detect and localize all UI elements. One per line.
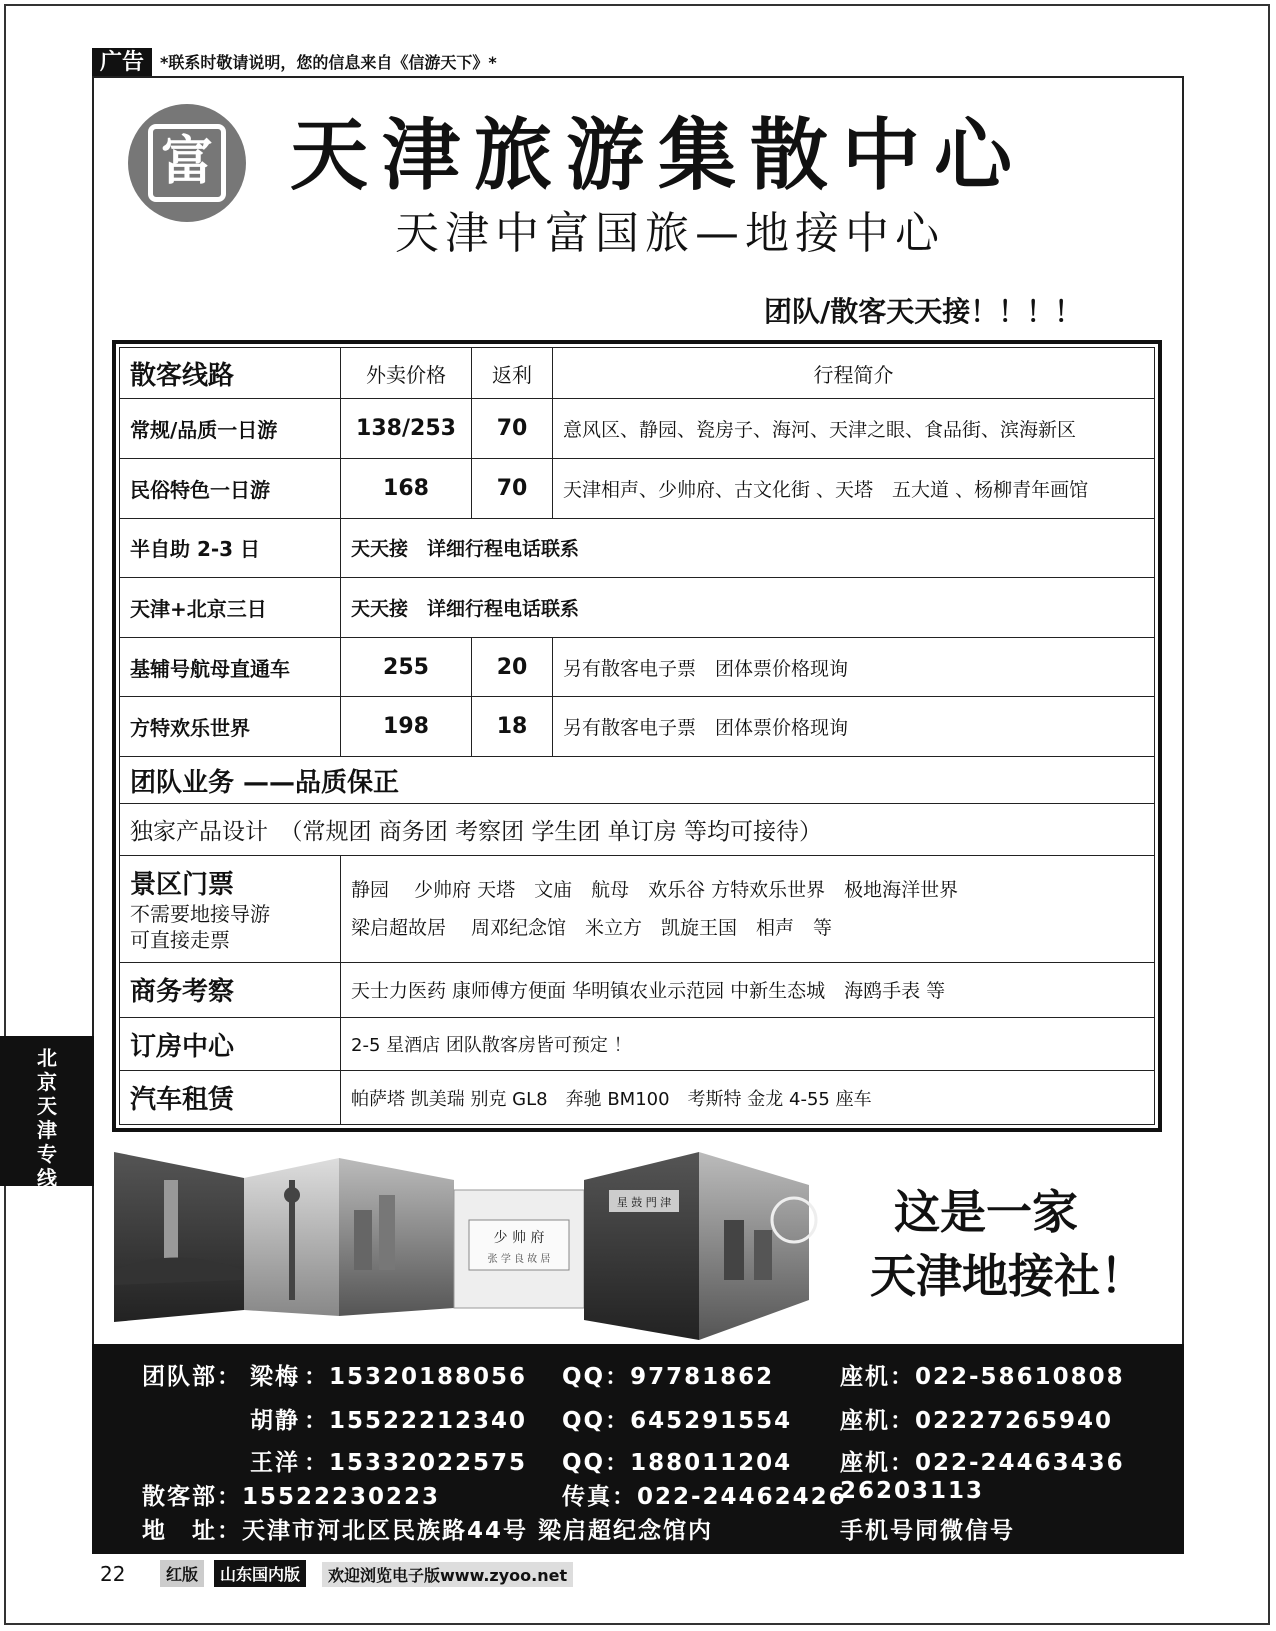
side-tab-char: 北	[37, 1046, 57, 1070]
row-name: 方特欢乐世界	[120, 697, 341, 757]
group-desc: 独家产品设计 （常规团 商务团 考察团 学生团 单订房 等均可接待）	[120, 804, 1155, 855]
tagline-line2: 天津地接社！	[870, 1249, 1146, 1303]
side-tab-char: 专	[37, 1142, 57, 1166]
logo-char: 富	[148, 124, 226, 202]
side-tab	[0, 1036, 94, 1190]
contact-name: 梁梅	[250, 1364, 300, 1390]
row-rebate: 20	[472, 637, 553, 697]
row-price: 168	[341, 458, 472, 518]
business-name: 商务考察	[120, 962, 341, 1018]
row-rebate: 70	[472, 399, 553, 459]
mansion-subsign: 张 学 良 故 居	[487, 1254, 551, 1265]
table-row	[120, 637, 1155, 697]
header-desc: 行程简介	[553, 348, 1155, 399]
mansion-sign: 少 帅 府	[493, 1230, 545, 1246]
tickets-sub2: 可直接走票	[130, 928, 230, 953]
car-name: 汽车租赁	[120, 1071, 341, 1125]
fax: 传真：022-24462426	[562, 1484, 847, 1510]
sub-title: 天津中富国旅—地接中心	[395, 208, 945, 259]
extra-tel: 26203113	[840, 1478, 985, 1504]
contact-name: 王洋	[250, 1450, 300, 1476]
edition-badge: 红版	[160, 1560, 204, 1587]
hotel-name: 订房中心	[120, 1018, 341, 1071]
page-number: 22	[100, 1562, 126, 1586]
ad-tag: 广告	[92, 48, 152, 78]
side-tab-char: 线	[37, 1166, 57, 1190]
row-desc: 另有散客电子票 团体票价格现询	[553, 697, 1155, 757]
row-rebate: 18	[472, 697, 553, 757]
contact-qq: QQ：188011204	[562, 1450, 793, 1476]
contact-tel: 座机：022-24463436	[840, 1450, 1125, 1476]
tickets-cell	[120, 855, 341, 962]
side-tab-char: 津	[37, 1118, 57, 1142]
group-title: 团队业务 ——品质保正	[120, 757, 1155, 804]
row-price: 198	[341, 697, 472, 757]
car-desc: 帕萨塔 凯美瑞 别克 GL8 奔驰 BM100 考斯特 金龙 4-55 座车	[341, 1071, 1155, 1125]
table-row	[120, 697, 1155, 757]
row-desc: 另有散客电子票 团体票价格现询	[553, 637, 1155, 697]
ad-note: *联系时敬请说明，您的信息来自《信游天下》*	[160, 53, 497, 72]
row-desc: 天天接 详细行程电话联系	[341, 578, 1155, 638]
row-name: 常规/品质一日游	[120, 399, 341, 459]
tickets-desc	[341, 855, 1155, 962]
row-desc: 天天接 详细行程电话联系	[341, 518, 1155, 578]
row-name: 半自助 2-3 日	[120, 518, 341, 578]
tickets-name: 景区门票	[130, 870, 235, 901]
table-row	[120, 399, 1155, 459]
tickets-line1: 静园 少帅府 天塔 文庙 航母 欢乐谷 方特欢乐世界 极地海洋世界	[351, 878, 959, 901]
contact-tel: 座机：02227265940	[840, 1408, 1114, 1434]
row-desc: 天津相声、少帅府、古文化街 、天塔 五大道 、杨柳青年画馆	[553, 458, 1155, 518]
team-label: 团队部：	[142, 1364, 242, 1390]
business-desc: 天士力医药 康师傅方便面 华明镇农业示范园 中新生态城 海鸥手表 等	[341, 962, 1155, 1018]
side-tab-char: 京	[37, 1070, 57, 1094]
tickets-line2: 梁启超故居 周邓纪念馆 米立方 凯旋王国 相声 等	[351, 916, 833, 939]
contact-qq: QQ：97781862	[562, 1364, 775, 1390]
row-price: 255	[341, 637, 472, 697]
contact-mobile: ：15332022575	[304, 1450, 528, 1476]
header-price: 外卖价格	[341, 348, 472, 399]
row-desc: 意风区、静园、瓷房子、海河、天津之眼、食品街、滨海新区	[553, 399, 1155, 459]
contact-name: 胡静	[250, 1408, 300, 1434]
photo-gate	[584, 1152, 699, 1340]
header-route: 散客线路	[120, 348, 341, 399]
gate-sign: 星 鼓 門 津	[616, 1196, 672, 1209]
row-rebate: 70	[472, 458, 553, 518]
row-price: 138/253	[341, 399, 472, 459]
contact-tel: 座机：022-58610808	[840, 1364, 1125, 1390]
tickets-sub1: 不需要地接导游	[130, 902, 270, 927]
footer-website: 欢迎浏览电子版www.zyoo.net	[322, 1562, 573, 1587]
table-row	[120, 518, 1155, 578]
contact-mobile: ：15320188056	[304, 1364, 528, 1390]
main-title: 天津旅游集散中心	[290, 111, 1027, 201]
table-row	[120, 458, 1155, 518]
row-name: 天津+北京三日	[120, 578, 341, 638]
tagline-line1: 这是一家	[894, 1185, 1078, 1239]
side-tab-char: 天	[37, 1094, 57, 1118]
row-name: 基辅号航母直通车	[120, 637, 341, 697]
retail-contact: 散客部：15522230223	[142, 1484, 441, 1510]
address: 地 址：天津市河北区民族路44号 梁启超纪念馆内	[142, 1518, 714, 1544]
contact-mobile: ：15522212340	[304, 1408, 528, 1434]
hotel-desc: 2-5 星酒店 团队散客房皆可预定 ！	[341, 1018, 1155, 1071]
table-row	[120, 578, 1155, 638]
photo-bridge	[114, 1152, 244, 1322]
contact-qq: QQ：645291554	[562, 1408, 793, 1434]
header-rebate: 返利	[472, 348, 553, 399]
row-name: 民俗特色一日游	[120, 458, 341, 518]
slogan: 团队/散客天天接！！！！	[764, 295, 1083, 328]
route-table	[112, 340, 1162, 1132]
contact-panel	[92, 1344, 1184, 1554]
wechat-note: 手机号同微信号	[840, 1518, 1015, 1544]
region-badge: 山东国内版	[214, 1560, 306, 1587]
tianjin-photo-collage	[114, 1150, 844, 1340]
company-logo	[128, 104, 246, 222]
tagline	[870, 1180, 1146, 1308]
